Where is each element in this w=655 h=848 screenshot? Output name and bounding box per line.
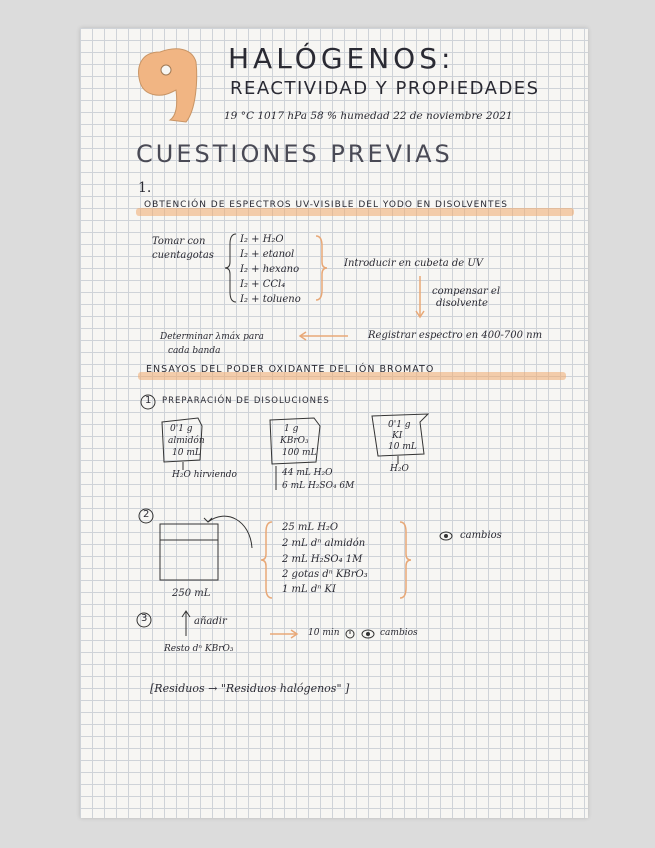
lab-conditions: 19 °C 1017 hPa 58 % humedad 22 de noviembre 2021 [224,110,513,122]
determine-text-1: Determinar λmáx para [160,332,264,342]
question-number: 1. [138,180,152,196]
solution-4: I₂ + CCl₄ [240,279,286,290]
solution-1: I₂ + H₂O [240,234,284,245]
determine-text-2: cada banda [168,346,221,356]
practice-number [163,62,164,63]
flask-c-volume: 10 mL [388,442,417,452]
flask-a-reagent: almidón [168,436,205,446]
flask-b-note-1: 44 mL H₂O [282,468,333,478]
step2-item-1: 25 mL H₂O [282,522,339,533]
solution-2: I₂ + etanol [240,249,295,260]
waste-note: [Residuos → "Residuos halógenos" ] [150,682,350,695]
step3-time: 10 min [308,628,340,638]
flask-b-volume: 100 mL [282,448,317,458]
step1-number: 1 [145,395,152,406]
q1-heading: OBTENCIÓN DE ESPECTROS UV-VISIBLE DEL YODO EN DISOLVENTES [144,200,508,210]
flask-a-mass: 0'1 g [170,424,193,434]
step1-title: PREPARACIÓN DE DISOLUCIONES [162,396,330,406]
flask-b-mass: 1 g [284,424,299,434]
flask-c-mass: 0'1 g [388,420,411,430]
number-nine-drawing [139,49,197,122]
introduce-text: Introducir en cubeta de UV [344,258,484,269]
q2-heading: ENSAYOS DEL PODER OXIDANTE DEL IÓN BROMATO [146,364,435,375]
beaker-label: 250 mL [172,588,211,599]
step2-item-3: 2 mL H₂SO₄ 1M [282,554,363,565]
step2-item-5: 1 mL dⁿ KI [282,584,336,595]
eye-icon-2 [362,630,374,638]
page-title: HALÓGENOS: [228,42,455,75]
solution-5: I₂ + tolueno [240,294,301,305]
flask-a-volume: 10 mL [172,448,201,458]
take-label-1: Tomar con [152,236,206,247]
register-text: Registrar espectro en 400-700 nm [368,330,543,341]
flask-a-note: H₂O hirviendo [172,470,237,480]
flask-c-note: H₂O [390,464,409,474]
step3-observe: cambios [380,628,418,638]
flask-c-reagent: KI [392,431,403,441]
clock-icon [346,630,354,638]
page-subtitle: REACTIVIDAD Y PROPIEDADES [230,78,540,99]
step3-add: añadir [194,616,227,627]
step2-number: 2 [143,509,150,520]
solution-3: I₂ + hexano [240,264,300,275]
step2-item-4: 2 gotas dⁿ KBrO₃ [282,569,368,580]
flask-b-note-2: 6 mL H₂SO₄ 6M [282,481,355,491]
eye-icon [440,532,452,540]
step2-observe: cambios [460,530,502,541]
step3-number: 3 [141,613,148,624]
section-title: CUESTIONES PREVIAS [136,140,453,168]
step3-rest: Resto dⁿ KBrO₃ [164,644,234,654]
take-label-2: cuentagotas [152,250,214,261]
step2-item-2: 2 mL dⁿ almidón [282,538,366,549]
compensate-text-1: compensar el [432,286,501,297]
compensate-text-2: disolvente [436,298,488,309]
flask-b-reagent: KBrO₃ [280,436,309,446]
